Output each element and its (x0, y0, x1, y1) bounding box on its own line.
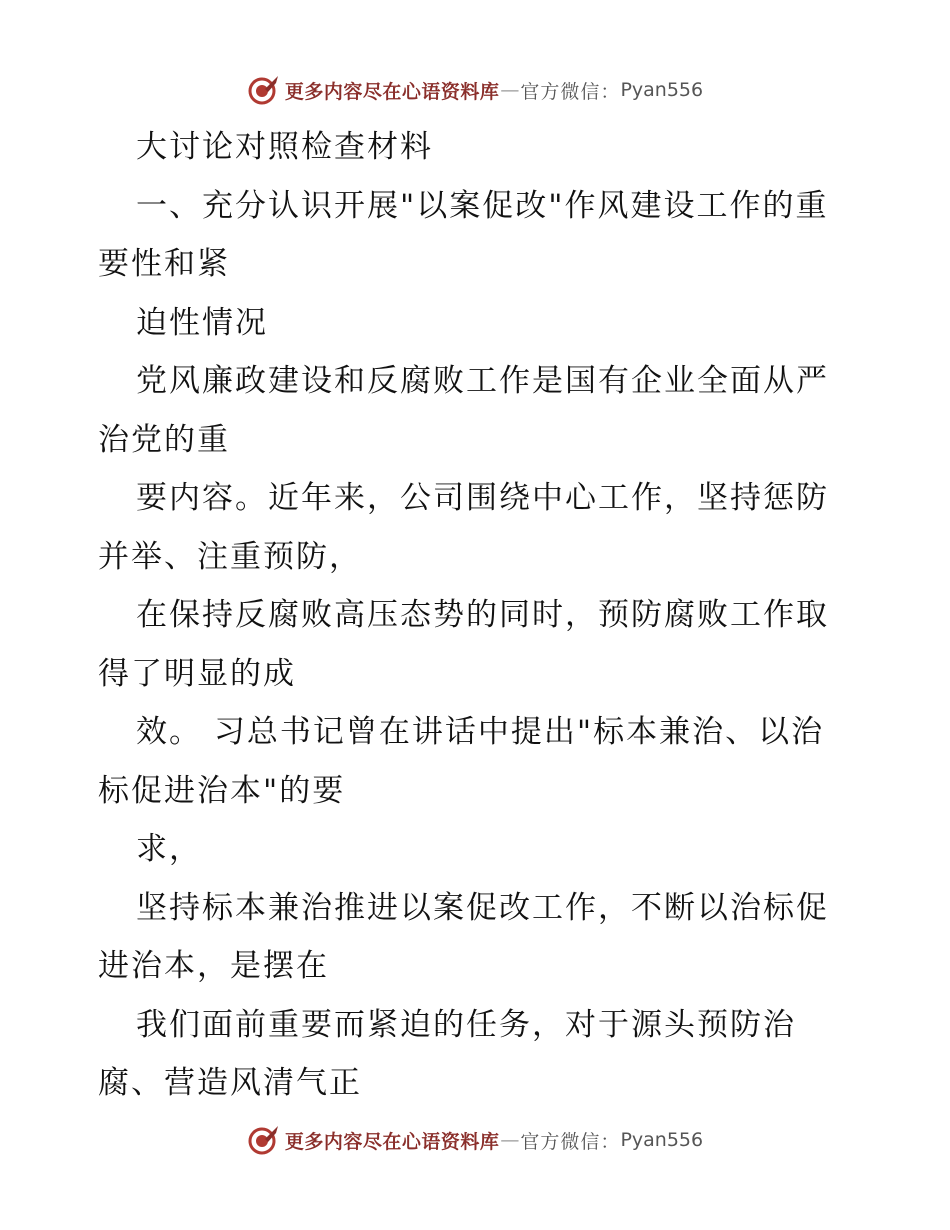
body-line: 求， (136, 831, 202, 867)
document-body (98, 118, 858, 1113)
wechat-id: Pyan556 (620, 79, 704, 101)
banner-title: 更多内容尽在心语资料库 (284, 1130, 500, 1153)
body-line: 党风廉政建设和反腐败工作是国有企业全面从严 (136, 363, 829, 399)
body-line: 进治本，是摆在 (98, 948, 329, 984)
wechat-id: Pyan556 (620, 1129, 704, 1151)
quill-seal-icon (247, 1123, 281, 1157)
footer-banner (0, 1120, 950, 1160)
body-line: 得了明显的成 (98, 655, 296, 692)
body-line: 腐、营造风清气正 (98, 1065, 362, 1101)
quill-seal-icon (247, 73, 281, 107)
body-line: 迫性情况 (136, 304, 268, 341)
header-banner (0, 70, 950, 110)
body-line: 在保持反腐败高压态势的同时，预防腐败工作取 (136, 597, 829, 633)
body-line: 并举、注重预防， (98, 538, 362, 575)
wechat-label: 官方微信： (520, 80, 621, 103)
banner-dash: — (500, 1129, 520, 1151)
banner-title: 更多内容尽在心语资料库 (284, 80, 500, 103)
doc-title: 大讨论对照检查材料 (136, 129, 433, 165)
body-line: 要内容。近年来，公司围绕中心工作，坚持惩防 (136, 480, 829, 516)
wechat-label: 官方微信： (520, 1130, 621, 1153)
body-line: 我们面前重要而紧迫的任务，对于源头预防治 (136, 1006, 796, 1043)
banner-dash: — (500, 79, 520, 101)
body-line: 坚持标本兼治推进以案促改工作，不断以治标促 (136, 889, 829, 926)
body-line: 要性和紧 (98, 246, 230, 282)
body-line: 一、充分认识开展"以案促改"作风建设工作的重 (136, 187, 829, 224)
body-line: 效。 习总书记曾在讲话中提出"标本兼治、以治 (136, 714, 825, 750)
body-line: 标促进治本"的要 (98, 772, 346, 809)
body-line: 治党的重 (98, 421, 230, 458)
